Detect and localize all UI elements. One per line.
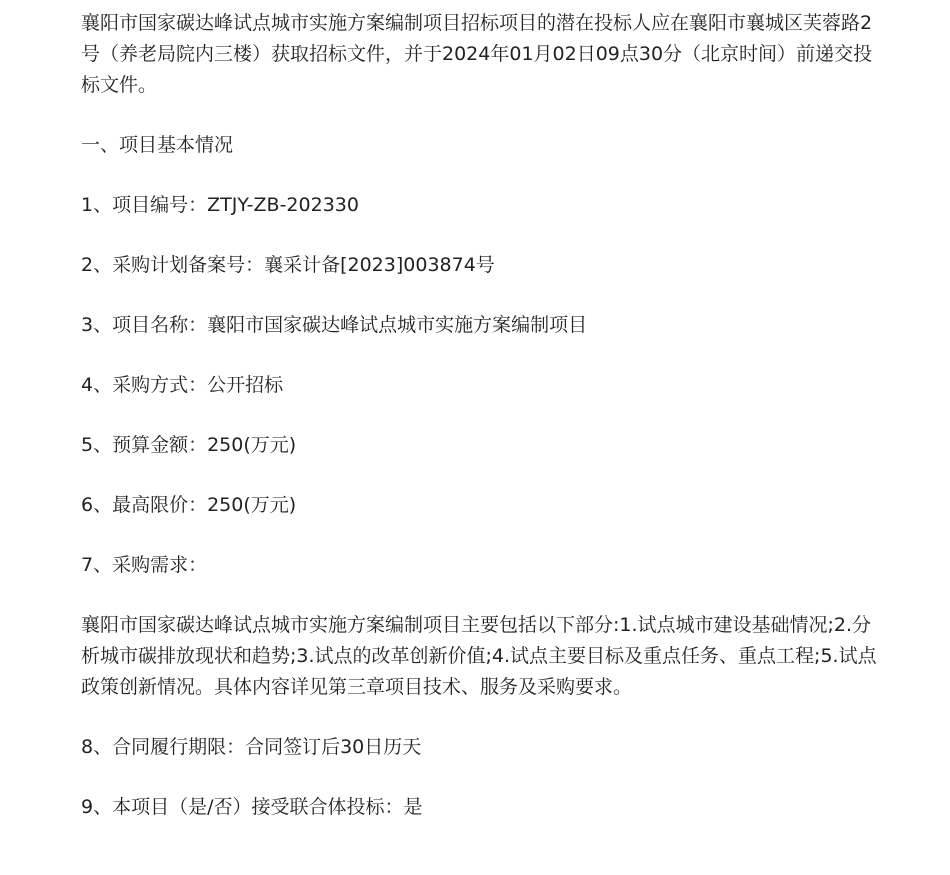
plan-record-number: 2、采购计划备案号：襄采计备[2023]003874号 bbox=[81, 254, 495, 276]
requirements-text: 襄阳市国家碳达峰试点城市实施方案编制项目主要包括以下部分:1.试点城市建设基础情况;2.分析城市碳排放现状和趋势;3.试点的改革创新价值;4.试点主要目标及重点任务、重点工程;5.试点政策创新情况。具体内容详见第三章项目技术、服务及采购要求。 bbox=[81, 614, 877, 698]
intro-paragraph: 襄阳市国家碳达峰试点城市实施方案编制项目招标项目的潜在投标人应在襄阳市襄城区芙蓉路2号（养老局院内三楼）获取招标文件，并于2024年01月02日09点30分（北京时间）前递交投标文件。 bbox=[81, 12, 873, 96]
project-name: 3、项目名称：襄阳市国家碳达峰试点城市实施方案编制项目 bbox=[81, 314, 588, 336]
tender-notice-document bbox=[81, 8, 881, 852]
section-heading: 一、项目基本情况 bbox=[81, 134, 234, 156]
requirements-label: 7、采购需求： bbox=[81, 554, 208, 576]
consortium-bidding: 9、本项目（是/否）接受联合体投标：是 bbox=[81, 796, 423, 818]
budget-amount: 5、预算金额：250(万元) bbox=[81, 434, 297, 456]
procurement-method: 4、采购方式：公开招标 bbox=[81, 374, 284, 396]
project-number: 1、项目编号：ZTJY-ZB-202330 bbox=[81, 194, 359, 216]
contract-period: 8、合同履行期限：合同签订后30日历天 bbox=[81, 736, 422, 758]
max-price: 6、最高限价：250(万元) bbox=[81, 494, 297, 516]
